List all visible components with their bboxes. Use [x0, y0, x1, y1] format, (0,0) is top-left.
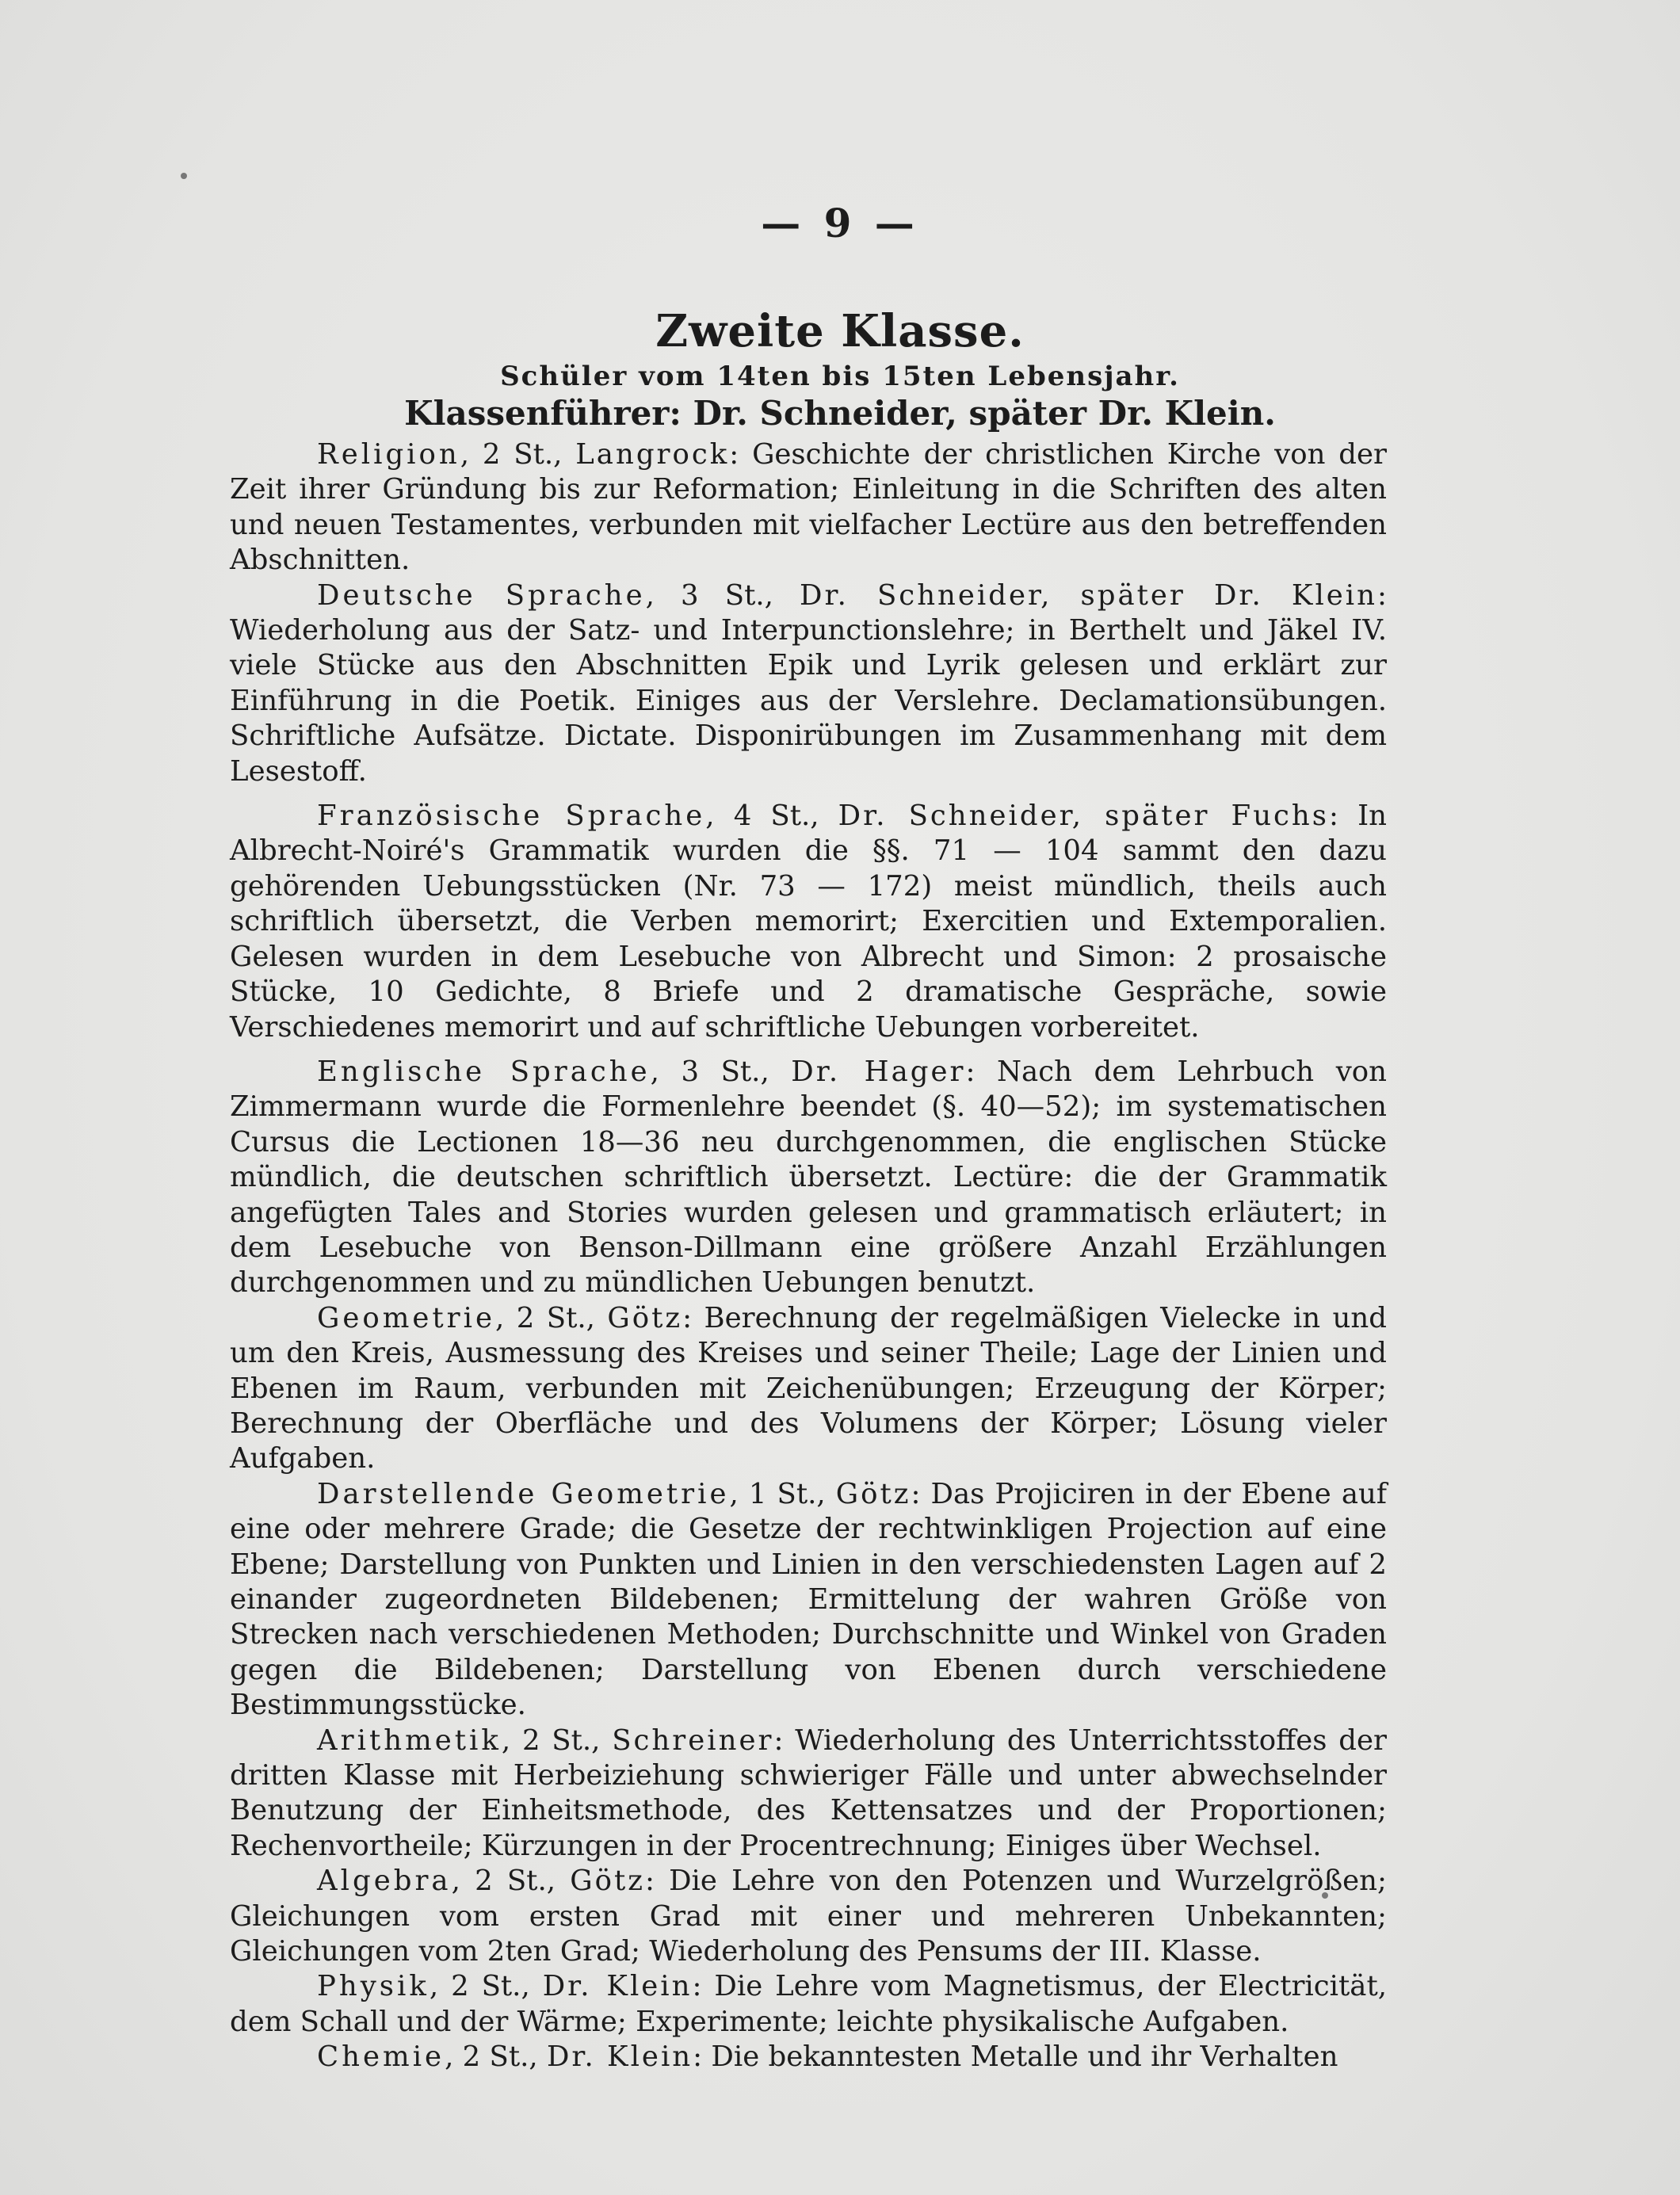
paragraph-text: : Die Lehre von den Potenzen und Wurzelgrößen; Gleichungen vom ersten Grad mit einer und mehreren Unbekannten; Gleichungen vom 2ten Grad; Wiederholung des Pensums der III. Klasse.	[230, 1865, 1387, 1968]
teacher-name: Dr. Hager	[791, 1055, 966, 1088]
page-number: — 9 —	[761, 200, 919, 246]
teacher-name: Schreiner	[612, 1724, 774, 1757]
subject-name: Religion	[317, 438, 460, 471]
subject-name: Deutsche Sprache	[317, 578, 646, 612]
section-subheading: Schüler vom 14ten bis 15ten Lebensjahr.	[500, 361, 1180, 392]
hours: , 2 St.,	[501, 1724, 613, 1757]
paragraph-text: : Die bekanntesten Metalle und ihr Verhalten	[693, 2040, 1338, 2074]
hours: , 2 St.,	[429, 1970, 543, 2003]
teacher-name: Götz	[570, 1865, 645, 1898]
paragraph-text: : In Albrecht-Noiré's Grammatik wurden die §§. 71 — 104 sammt den dazu gehörenden Uebungsstücken (Nr. 73 — 172) meist mündlich, theils auch schriftlich übersetzt, die Verben memorirt; Exercitien und Extemporalien. Gelesen wurden in dem Lesebuche von Albrecht und Simon: 2 prosaische Stücke, 10 Gedichte, 8 Briefe und 2 dramatische Gespräche, sowie Verschiedenes memorirt und auf schriftliche Uebungen vorbereitet.	[230, 800, 1387, 1044]
paragraph-arithmetik	[230, 1724, 1387, 1865]
hours: , 2 St.,	[451, 1865, 571, 1898]
paragraph-religion	[230, 437, 1387, 578]
paper-speck	[181, 173, 187, 179]
hours: , 2 St.,	[495, 1301, 608, 1334]
paragraph-text: : Wiederholung des Unterrichtsstoffes der dritten Klasse mit Herbeiziehung schwieriger Fälle und unter abwechselnder Benutzung der Einheitsmethode, des Kettensatzes und der Proportionen; Rechenvortheile; Kürzungen in der Procentrechnung; Einiges über Wechsel.	[230, 1724, 1387, 1862]
teacher-name: Götz	[835, 1477, 911, 1510]
hours: , 3 St.,	[650, 1055, 792, 1088]
curriculum-body	[230, 437, 1387, 2075]
paragraph-text: : Berechnung der regelmäßigen Vielecke in und um den Kreis, Ausmessung des Kreises und seiner Theile; Lage der Linien und Ebenen im Raum, verbunden mit Zeichenübungen; Erzeugung der Körper; Berechnung der Oberfläche und des Volumens der Körper; Lösung vieler Aufgaben.	[230, 1301, 1387, 1475]
hours: , 2 St.,	[445, 2040, 547, 2074]
teacher-name: Dr. Klein	[542, 1970, 693, 2003]
paragraph-text: : Nach dem Lehrbuch von Zimmermann wurde die Formenlehre beendet (§. 40—52); im systematischen Cursus die Lectionen 18—36 neu durchgenommen, die englischen Stücke mündlich, die deutschen schriftlich übersetzt. Lectüre: die der Grammatik angefügten Tales and Stories wurden gelesen und grammatisch erläutert; in dem Lesebuche von Benson-Dillmann eine größere Anzahl Erzählungen durchgenommen und zu mündlichen Uebungen benutzt.	[230, 1055, 1387, 1300]
class-leader-line: Klassenführer: Dr. Schneider, später Dr. Klein.	[404, 394, 1276, 433]
subject-name: Englische Sprache	[317, 1055, 651, 1088]
paragraph-chemie	[230, 2040, 1387, 2075]
subject-name: Algebra	[317, 1865, 452, 1898]
teacher-name: Dr. Schneider, später Fuchs	[838, 800, 1330, 833]
subject-name: Chemie	[317, 2040, 445, 2074]
section-heading: Zweite Klasse.	[655, 305, 1025, 357]
paragraph-algebra	[230, 1864, 1387, 1969]
paragraph-deutsch	[230, 578, 1387, 789]
teacher-name: Langrock	[575, 438, 730, 471]
subject-name: Physik	[317, 1970, 430, 2003]
paragraph-text: : Wiederholung aus der Satz- und Interpunctionslehre; in Berthelt und Jäkel IV. viele Stücke aus den Abschnitten Epik und Lyrik gelesen und erklärt zur Einführung in die Poetik. Einiges aus der Verslehre. Declamationsübungen. Schriftliche Aufsätze. Dictate. Disponirübungen im Zusammenhang mit dem Lesestoff.	[230, 578, 1387, 788]
teacher-name: Dr. Schneider, später Dr. Klein	[800, 578, 1378, 612]
hours: , 3 St.,	[645, 578, 800, 612]
teacher-name: Götz	[607, 1301, 683, 1334]
hours: , 2 St.,	[460, 438, 576, 471]
hours: , 4 St.,	[705, 800, 838, 833]
hours: , 1 St.,	[729, 1477, 836, 1510]
subject-name: Darstellende Geometrie	[317, 1477, 730, 1510]
subject-name: Französische Sprache	[317, 800, 706, 833]
teacher-name: Dr. Klein	[546, 2040, 693, 2074]
paragraph-darstellende-geometrie	[230, 1477, 1387, 1724]
paragraph-text: : Geschichte der christlichen Kirche von der Zeit ihrer Gründung bis zur Reformation; Einleitung in die Schriften des alten und neuen Testamentes, verbunden mit vielfacher Lectüre aus den betreffenden Abschnitten.	[230, 438, 1387, 577]
paragraph-text: : Die Lehre vom Magnetismus, der Electricität, dem Schall und der Wärme; Experimente; leichte physikalische Aufgaben.	[230, 1970, 1388, 2038]
paragraph-franzoesisch	[230, 799, 1387, 1045]
subject-name: Arithmetik	[317, 1724, 502, 1757]
paragraph-geometrie	[230, 1301, 1387, 1477]
paragraph-englisch	[230, 1055, 1387, 1301]
subject-name: Geometrie	[317, 1301, 496, 1334]
paragraph-physik	[230, 1969, 1387, 2040]
paragraph-text: : Das Projiciren in der Ebene auf eine oder mehrere Grade; die Gesetze der rechtwinkligen Projection auf eine Ebene; Darstellung von Punkten und Linien in den verschiedensten Lagen auf 2 einander zugeordneten Bildebenen; Ermittelung der wahren Größe von Strecken nach verschiedenen Methoden; Durchschnitte und Winkel von Graden gegen die Bildebenen; Darstellung von Ebenen durch verschiedene Bestimmungsstücke.	[230, 1477, 1388, 1722]
